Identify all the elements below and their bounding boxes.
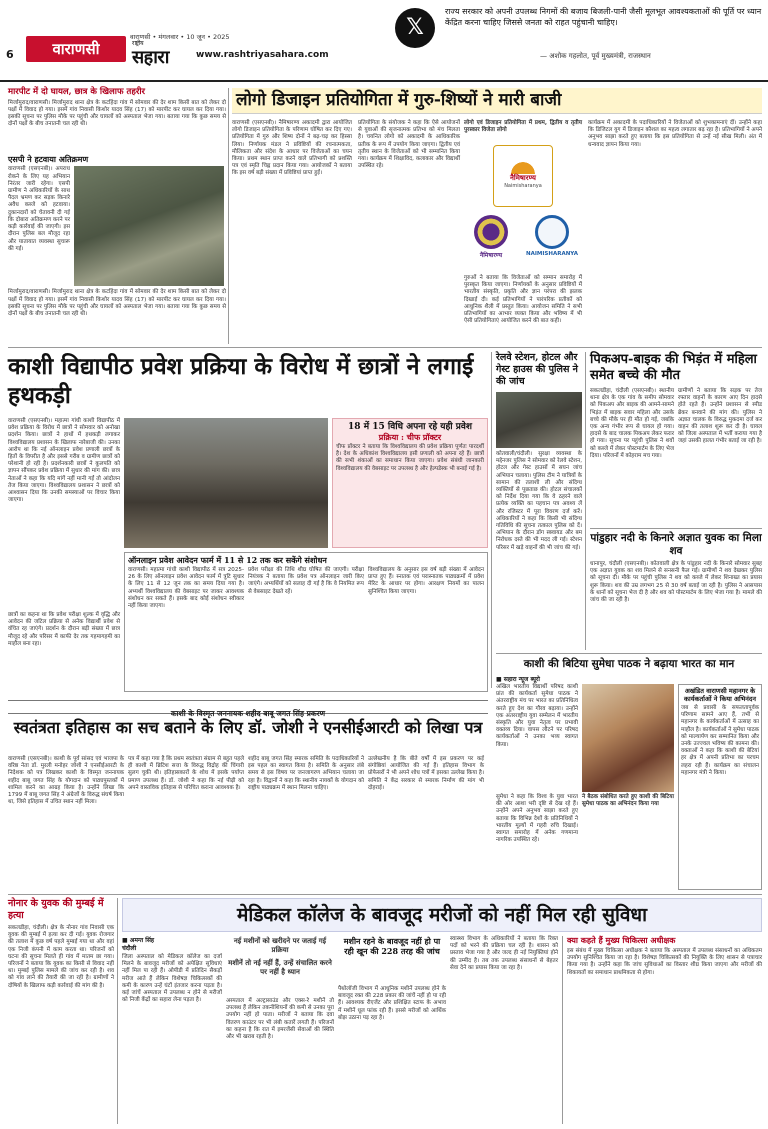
- article-body: ग्रामीणों ने बताया कि सड़क पर तेज रफ्तार वाहनों के कारण आए दिन हादसे होते रहते हैं। उन्होंने प्रशासन से स्पीड ब्रेकर बनवाने की मांग की। पुलिस ने अज्ञात चालक के विरुद्ध मुकदमा दर्ज कर वाहन की तलाश शुरू कर दी है। घायल को जिला अस्पताल में भर्ती कराया गया है जहां उसकी हालत गंभीर बताई जा रही है।: [678, 388, 762, 445]
- x-logo-icon: 𝕏: [395, 8, 435, 48]
- sumedha-story: [496, 658, 762, 890]
- sidebar-body: इस संबंध में मुख्य चिकित्सा अधीक्षक ने बताया कि अस्पताल में उपलब्ध संसाधनों का अधिकतम उपयोग सुनिश्चित किया जा रहा है। विशेषज्ञ चिकित्सकों की नियुक्ति के लिए शासन से पत्राचार किया गया है। उन्होंने कहा कि जांच सुविधाओं का विस्तार शीघ्र किया जाएगा और मरीजों की शिकायतों का समाधान प्राथमिकता से होगा।: [567, 947, 762, 976]
- box-headline: ऑनलाइन प्रवेश आवेदन फार्म में 11 से 12 तक कर सकेंगे संशोधन: [128, 555, 327, 565]
- article-body: उल्लेखनीय है कि बीते वर्षों में इस प्रकरण पर कई संगोष्ठियां आयोजित की गई हैं। इतिहास विभाग के प्रोफेसरों ने भी अपने शोध पत्रों में इसका उल्लेख किया है। समिति ने केंद्र सरकार से स्मारक निर्माण की मांग भी दोहराई।: [368, 756, 484, 791]
- box-body: विश्वविद्यालय के अनुसार इस वर्ष बड़ी संख्या में आवेदन प्राप्त हुए हैं। स्नातक एवं परास्नातक पाठ्यक्रमों में प्रवेश मेरिट के आधार पर होगा। आरक्षण नियमों का पालन सुनिश्चित किया जाएगा।: [368, 566, 484, 595]
- article-body: कोतवाली/चंदौली। सुरक्षा व्यवस्था के मद्देनजर पुलिस ने सोमवार को रेलवे स्टेशन, होटल और गेस्ट हाउसों में सघन जांच अभियान चलाया। पुलिस टीम ने यात्रियों के सामान की तलाशी ली और संदिग्ध व्यक्तियों से पूछताछ की। होटल संचालकों को निर्देश दिया गया कि वे ठहरने वाले प्रत्येक व्यक्ति का पहचान पत्र अवश्य लें और रजिस्टर में पूरा विवरण दर्ज करें। अधिकारियों ने कहा कि किसी भी संदिग्ध गतिविधि की सूचना तत्काल पुलिस को दें। अभियान के दौरान डॉग स्क्वायड और बम निरोधक दस्ते की भी मदद ली गई। स्टेशन परिसर में खड़े वाहनों की भी जांच की गई।: [496, 451, 582, 551]
- logo-caption: लोगो एवं डिजाइन प्रतियोगिता में प्रथम, द्वितीय व तृतीय पुरस्कार विजेता लोगो: [464, 120, 582, 134]
- sub-headline: एसपी ने हटवाया अतिक्रमण: [8, 153, 89, 164]
- logo-second: नैमिषारण्य: [464, 215, 518, 271]
- headline: पांडुहार नदी के किनारे अज्ञात युवक का मिला शव: [590, 532, 762, 557]
- photo: [74, 166, 224, 286]
- headline: मारपीट में दो घायल, छात्र के खिलाफ तहरीर: [8, 87, 146, 97]
- article-body: सकलडीहा, चंदौली (एसएनबी)। स्थानीय थाना क्षेत्र के एक गांव के समीप सोमवार को पिकअप और बाइक की आमने-सामने भिड़ंत में बाइक सवार महिला और उसके बच्चे की मौके पर ही मौत हो गई, जबकि एक अन्य गंभीर रूप से घायल हो गया। हादसे के बाद चालक पिकअप लेकर फरार हो गया। सूचना पर पहुंची पुलिस ने शवों को कब्जे में लेकर पोस्टमार्टम के लिए भेज दिया। परिजनों में कोहराम मच गया।: [590, 388, 674, 459]
- logo-first: नैमिषारण्य Naimisharanya: [493, 145, 553, 207]
- headline: मेडिकल कॉलेज के बावजूद मरीजों को नहीं मिल रही सुविधा: [122, 898, 762, 932]
- byline: ■ अमन्त सिंह चंदौली: [122, 937, 155, 952]
- article-body: पैथोलॉजी विभाग में आधुनिक मशीनें उपलब्ध होने के बावजूद रक्त की 228 प्रकार की जांचें नहीं हो पा रही हैं। आवश्यक रीएजेंट और प्रशिक्षित स्टाफ के अभाव में मशीनें धूल फांक रही हैं। इससे मरीजों को आर्थिक बोझ उठाना पड़ रहा है।: [338, 986, 446, 1021]
- sidebar-body: जब से प्रवासी के सफलतापूर्वक परिणाम सामने आए हैं, तभी से महानगर के कार्यकर्ताओं में उत्साह का माहौल है। कार्यकर्ताओं ने सुमेधा पाठक को माल्यार्पण कर सम्मानित किया और उनके उज्ज्वल भविष्य की कामना की। वक्ताओं ने कहा कि काशी की बेटियां हर क्षेत्र में अपनी प्रतिभा का परचम लहरा रही हैं। कार्यक्रम का संचालन महानगर मंत्री ने किया।: [681, 705, 759, 776]
- mid-headline: मशीन रहने के बावजूद नहीं हो पा रही खून की 228 तरह की जांच: [343, 936, 441, 956]
- sidebar-body: चीफ प्रॉक्टर ने बताया कि विश्वविद्यालय की प्रवेश प्रक्रिया पूर्णतः पारदर्शी है। देश के अधिकांश विश्वविद्यालय इसी प्रणाली को अपना रहे हैं। छात्रों की सभी शंकाओं का समाधान किया जाएगा। प्रवेश संबंधी जानकारी विश्वविद्यालय की वेबसाइट पर उपलब्ध है और हेल्पडेस्क भी बनाई गई है।: [336, 444, 484, 472]
- quote-tweet: राज्य सरकार को अपनी उपलब्ध निगमों की बजाय बिजली-पानी जैसी मूलभूत आवश्यकताओं की पूर्ति पर ध्यान केंद्रित करना चाहिए जिससे जनता को राहत पहुंचानी चाहिए।: [445, 7, 762, 27]
- article-body: वाराणसी (एसएनबी)। महात्मा गांधी काशी विद्यापीठ में प्रवेश प्रक्रिया के विरोध में छात्रों ने सोमवार को अनोखा प्रदर्शन किया। छात्रों ने हाथों में हथकड़ी लगाकर विश्वविद्यालय प्रशासन के खिलाफ नारेबाजी की। उनका आरोप था कि नई ऑनलाइन प्रवेश प्रणाली छात्रों के हितों के विपरीत है और इससे गरीब व ग्रामीण छात्रों को परेशानी हो रही है। प्रदर्शनकारी छात्रों ने कुलपति को ज्ञापन सौंपकर प्रवेश प्रक्रिया में सुधार की मांग की। छात्र नेताओं ने कहा कि यदि मांगें नहीं मानी गईं तो आंदोलन तेज किया जाएगा। विश्वविद्यालय प्रशासन ने छात्रों को आश्वासन दिया कि उनकी समस्याओं पर विचार किया जाएगा।: [8, 418, 120, 504]
- lotus-icon: [509, 152, 537, 174]
- quote-author: — अशोक गहलोत, पूर्व मुख्यमंत्री, राजस्थान: [540, 52, 651, 60]
- joshi-tag: काशी के विस्मृत जननायक शहीद बाबू जगत सिंह प्रकरण: [8, 700, 488, 714]
- box-body: वाराणसी। महात्मा गांधी काशी विद्यापीठ में सत्र 2025-26 के लिए ऑनलाइन प्रवेश आवेदन फार्म में त्रुटि सुधार के लिए 11 से 12 जून तक का समय दिया गया है। अभ्यर्थी विश्वविद्यालय की वेबसाइट पर जाकर आवश्यक संशोधन कर सकते हैं। इसके बाद कोई संशोधन स्वीकार नहीं किया जाएगा।: [128, 566, 244, 609]
- pull-quote: मशीनें तो नई नहीं हैं, उन्हें संचालित करने पर नहीं है ध्यान: [228, 958, 332, 976]
- box-body: प्रवेश परीक्षा की तिथि शीघ्र घोषित की जाएगी। परीक्षा नियंत्रक ने बताया कि प्रवेश पत्र ऑनलाइन जारी किए जाएंगे। अभ्यर्थियों को सलाह दी गई है कि वे नियमित रूप से वेबसाइट देखते रहें।: [248, 566, 364, 595]
- headline: काशी विद्यापीठ प्रवेश प्रक्रिया के विरोध में छात्रों ने लगाई हथकड़ी: [8, 353, 474, 409]
- sidebar-headline: क्या कहते हैं मुख्य चिकित्सा अधीक्षक: [567, 935, 676, 945]
- police-photo: [496, 392, 582, 448]
- sidebar-headline: अखंडित वाराणसी महानगर के कार्यकर्ताओं ने किया अभिनंदन: [684, 687, 756, 703]
- byline: ■ सहारा न्यूज ब्यूरो: [496, 676, 540, 683]
- article-body: स्वास्थ्य विभाग के अधिकारियों ने बताया कि रिक्त पदों को भरने की प्रक्रिया चल रही है। शासन को प्रस्ताव भेजा गया है और जल्द ही नई नियुक्तियां होने की उम्मीद है। तब तक उपलब्ध संसाधनों से बेहतर सेवा देने का प्रयास किया जा रहा है।: [450, 936, 558, 971]
- logo-third: NAIMISHARANYA: [522, 215, 582, 271]
- website-url: www.rashtriyasahara.com: [196, 50, 329, 60]
- page-number: 6: [6, 48, 14, 61]
- article-body: धानापुर, चंदौली (एसएनबी)। कोतवाली क्षेत्र के पांडुहार नदी के किनारे सोमवार सुबह एक अज्ञात युवक का शव मिलने से सनसनी फैल गई। ग्रामीणों ने शव देखकर पुलिस को सूचना दी। मौके पर पहुंची पुलिस ने शव को कब्जे में लेकर शिनाख्त का प्रयास शुरू किया। शव की उम्र लगभग 25 से 30 वर्ष बताई जा रही है। पुलिस ने आसपास के थानों को सूचना भेज दी है और शव को पोस्टमार्टम के लिए भेजा गया है। मामले की जांच की जा रही है।: [590, 561, 762, 604]
- left-top-story: [8, 88, 226, 344]
- masthead: [0, 0, 768, 82]
- railway-story: [496, 352, 582, 650]
- emblem-icon: [535, 215, 569, 249]
- article-body: सुमेधा ने कहा कि विश्व के युवा भारत की ओर आशा भरी दृष्टि से देख रहे हैं। उन्होंने अपने अनुभव साझा करते हुए बताया कि विभिन्न देशों के प्रतिनिधियों ने भारतीय मूल्यों में गहरी रुचि दिखाई। स्वागत समारोह में अनेक गणमान्य नागरिक उपस्थित रहे।: [496, 794, 578, 844]
- article-body: पत्र में कहा गया है कि प्रथम स्वतंत्रता संग्राम से बहुत पहले ही काशी में ब्रिटिश सत्ता के विरुद्ध विद्रोह की चिंगारी सुलग चुकी थी। इतिहासकारों के शोध में इसके पर्याप्त प्रमाण उपलब्ध हैं। डॉ. जोशी ने कहा कि नई पीढ़ी को अपने वास्तविक इतिहास से परिचित कराना आवश्यक है।: [128, 756, 244, 791]
- felicitation-photo: [582, 684, 674, 792]
- photo-caption: ने बैठक संबोधित करते हुए काशी की बिटिया सुमेधा पाठक का अभिनंदन किया गया: [582, 794, 674, 808]
- nonar-story: [8, 898, 114, 1124]
- brand-logo: राष्ट्रीय सहारा: [132, 40, 169, 68]
- article-body: प्रतियोगिता के संयोजक ने कहा कि ऐसे आयोजनों से युवाओं की सृजनात्मक प्रतिभा को मंच मिलता है। चयनित लोगो को अकादमी के आधिकारिक प्रतीक के रूप में उपयोग किया जाएगा। द्वितीय एवं तृतीय स्थान के विजेताओं को भी सम्मानित किया गया। कार्यक्रम में शिक्षाविद, कलाकार और विद्यार्थी उपस्थित रहे।: [358, 120, 460, 170]
- dateline: वाराणसी • मंगलवार • 10 जून • 2025: [130, 33, 230, 41]
- sidebar-headline: 18 में 15 विधि अपना रहे यही प्रवेश: [348, 422, 472, 432]
- headline: रेलवे स्टेशन, होटल और गेस्ट हाउस की पुलिस ने की जांच: [496, 352, 578, 387]
- article-body: गुरुओं ने बताया कि विजेताओं को सम्मान समारोह में पुरस्कृत किया जाएगा। निर्णायकों के अनुसार प्रविष्टियों में भारतीय संस्कृति, प्रकृति और ज्ञान परंपरा की झलक दिखाई दी। कई प्रतिभागियों ने पारंपरिक प्रतीकों को आधुनिक शैली में प्रस्तुत किया। आयोजन समिति ने सभी प्रतिभागियों का आभार व्यक्त किया और भविष्य में भी ऐसी प्रतियोगिताएं आयोजित करने की बात कही।: [464, 275, 582, 325]
- joshi-story: [8, 756, 488, 890]
- headline: काशी की बिटिया सुमेधा पाठक ने बढ़ाया भारत का मान: [523, 658, 735, 670]
- article-body: जिला अस्पताल को मेडिकल कॉलेज का दर्जा मिलने के बावजूद मरीजों को अपेक्षित सुविधाएं नहीं मिल पा रही हैं। ओपीडी में प्रतिदिन सैकड़ों मरीज आते हैं लेकिन विशेषज्ञ चिकित्सकों की कमी के कारण उन्हें घंटों इंतजार करना पड़ता है। कई जांचें अस्पताल में उपलब्ध न होने से मरीजों को निजी केंद्रों का सहारा लेना पड़ता है।: [122, 954, 222, 1004]
- article-body: कार्यक्रम में अकादमी के पदाधिकारियों ने विजेताओं को शुभकामनाएं दीं। उन्होंने कहा कि डिजिटल युग में डिजाइन कौशल का महत्व लगातार बढ़ रहा है। प्रतिभागियों ने अपने अनुभव साझा करते हुए बताया कि इस प्रतियोगिता से उन्हें नई सीख मिली। अंत में धन्यवाद ज्ञापन किया गया।: [588, 120, 762, 148]
- temple-icon: [474, 215, 508, 249]
- logos-panel: [464, 120, 582, 344]
- article-body: शहीद बाबू जगत सिंह स्मारक समिति के पदाधिकारियों ने इस पहल का स्वागत किया है। समिति के अनुसार लंबे समय से इस विषय पर जनजागरण अभियान चलाया जा रहा है। विद्वानों ने कहा कि स्थानीय नायकों के योगदान को राष्ट्रीय पाठ्यक्रम में स्थान मिलना चाहिए।: [248, 756, 364, 791]
- article-body: छात्रों का कहना था कि प्रवेश परीक्षा शुल्क में वृद्धि और आवेदन की जटिल प्रक्रिया से अनेक विद्यार्थी प्रवेश से वंचित रह जाएंगे। प्रदर्शन के दौरान बड़ी संख्या में छात्र मौजूद रहे और परिसर में काफी देर तक गहमागहमी का माहौल बना रहा।: [8, 612, 120, 647]
- kashi-story: [8, 352, 488, 760]
- medical-sidebar: [562, 936, 762, 1124]
- article-body: मिर्जामुराद/वाराणसी। मिर्जामुराद थाना क्षेत्र के कटहिंदा गांव में सोमवार की देर शाम किसी बात को लेकर दो पक्षों में विवाद हो गया। इसमें गांव निवासी किशोर यादव सिंह (17) को मारपीट कर घायल कर दिया गया। इसकी सूचना पर पुलिस मौके पर पहुंची और घायलों को अस्पताल भेजा गया। बताया गया कि कुछ समय से दोनों पक्षों के बीच तनातनी चल रही थी।: [8, 289, 226, 318]
- pull-quotes: [226, 936, 334, 996]
- joshi-headline: स्वतंत्रता इतिहास का सच बताने के लिए डॉ. जोशी ने एनसीईआरटी को लिखा पत्र: [13, 718, 483, 737]
- info-box: [124, 552, 488, 692]
- section-label: वाराणसी: [26, 36, 126, 62]
- sidebar-box: [332, 418, 488, 548]
- sumedha-sidebar: [678, 684, 762, 890]
- medical-story: [122, 898, 762, 1124]
- lead-story: [232, 88, 762, 344]
- article-body: अस्पताल में अल्ट्रासाउंड और एक्स-रे मशीनें तो उपलब्ध हैं लेकिन तकनीशियनों की कमी से उनका पूरा उपयोग नहीं हो पाता। मरीजों ने बताया कि दवा वितरण काउंटर पर भी लंबी कतारें लगती हैं। परिजनों का कहना है कि रात में इमरजेंसी सेवाओं की स्थिति और भी खराब रहती है।: [226, 998, 334, 1041]
- pickup-story: [590, 352, 762, 524]
- protest-photo: [124, 418, 328, 548]
- article-body: अखिल भारतीय विद्यार्थी परिषद काशी प्रांत की कार्यकर्ता सुमेधा पाठक ने अंतरराष्ट्रीय मंच पर भारत का प्रतिनिधित्व करते हुए देश का गौरव बढ़ाया। उन्होंने एक अंतरराष्ट्रीय युवा सम्मेलन में भारतीय संस्कृति और युवा नेतृत्व पर प्रभावी वक्तव्य दिया। वापस लौटने पर परिषद कार्यकर्ताओं ने उनका भव्य स्वागत किया।: [496, 684, 578, 748]
- headline: लोगो डिजाइन प्रतियोगिता में गुरु-शिष्यों ने मारी बाजी: [232, 88, 762, 114]
- headline: नोनार के युवक की मुम्बई में हत्या: [8, 898, 104, 921]
- article-body: वाराणसी (एसएनबी)। अपराध रोकने के लिए यह अभियान निरंतर जारी रहेगा। एसपी ग्रामीण ने अधिकारियों के साथ पैदल भ्रमण कर सड़क किनारे अवैध कब्जे को हटवाया। दुकानदारों को चेतावनी दी गई कि दोबारा अतिक्रमण करने पर कड़ी कार्रवाई की जाएगी। इस दौरान पुलिस बल मौजूद रहा और यातायात व्यवस्था सुचारू की गई।: [8, 166, 70, 252]
- article-body: सकलडीहा, चंदौली। क्षेत्र के नोनार गांव निवासी एक युवक की मुम्बई में हत्या कर दी गई। युवक रोजगार की तलाश में कुछ वर्ष पहले मुम्बई गया था और वहां एक निजी कंपनी में काम करता था। परिजनों को घटना की सूचना मिलते ही गांव में मातम छा गया। परिजनों ने बताया कि युवक का किसी से विवाद नहीं था। मुम्बई पुलिस मामले की जांच कर रही है। शव को गांव लाने की तैयारी की जा रही है। ग्रामीणों ने दोषियों के खिलाफ कड़ी कार्रवाई की मांग की है।: [8, 925, 114, 989]
- article-body: वाराणसी (एसएनबी)। नैमिषारण्य अकादमी द्वारा आयोजित लोगो डिजाइन प्रतियोगिता के परिणाम घोषित कर दिए गए। प्रतियोगिता में गुरु और शिष्य दोनों ने बढ़-चढ़ कर हिस्सा लिया। निर्णायक मंडल ने प्रविष्टियों की रचनात्मकता, मौलिकता और संदेश के आधार पर विजेताओं का चयन किया। प्रथम स्थान प्राप्त करने वाले प्रतिभागी को प्रशस्ति पत्र एवं स्मृति चिह्न प्रदान किया गया। आयोजकों ने बताया कि इस वर्ष बड़ी संख्या में प्रविष्टियां प्राप्त हुईं।: [232, 120, 352, 177]
- article-body: वाराणसी (एसएनबी)। काशी के पूर्व सांसद एवं भाजपा के वरिष्ठ नेता डॉ. मुरली मनोहर जोशी ने एनसीईआरटी के निदेशक को पत्र लिखकर काशी के विस्मृत जननायक शहीद बाबू जगत सिंह के योगदान को पाठ्यपुस्तकों में शामिल करने का आग्रह किया है। उन्होंने लिखा कि 1799 में बाबू जगत सिंह ने अंग्रेजों के विरुद्ध संघर्ष किया था, जिसे इतिहास में उचित स्थान नहीं मिला।: [8, 756, 124, 806]
- sidebar-subheadline: प्रक्रिया : चीफ प्रॉक्टर: [378, 432, 442, 443]
- headline: पिकअप-बाइक की भिड़ंत में महिला समेत बच्चे की मौत: [590, 352, 757, 383]
- article-body: मिर्जामुराद/वाराणसी। मिर्जामुराद थाना क्षेत्र के कटहिंदा गांव में सोमवार की देर शाम किसी बात को लेकर दो पक्षों में विवाद हो गया। इसमें गांव निवासी किशोर यादव सिंह (17) को मारपीट कर घायल कर दिया गया। इसकी सूचना पर पुलिस मौके पर पहुंची और घायलों को अस्पताल भेजा गया। बताया गया कि कुछ समय से दोनों पक्षों के बीच तनातनी चल रही थी।: [8, 99, 226, 128]
- pull-quote: नई मशीनों को खरीदने पर जताई गई प्रक्रिया: [233, 936, 327, 954]
- river-story: [590, 532, 762, 650]
